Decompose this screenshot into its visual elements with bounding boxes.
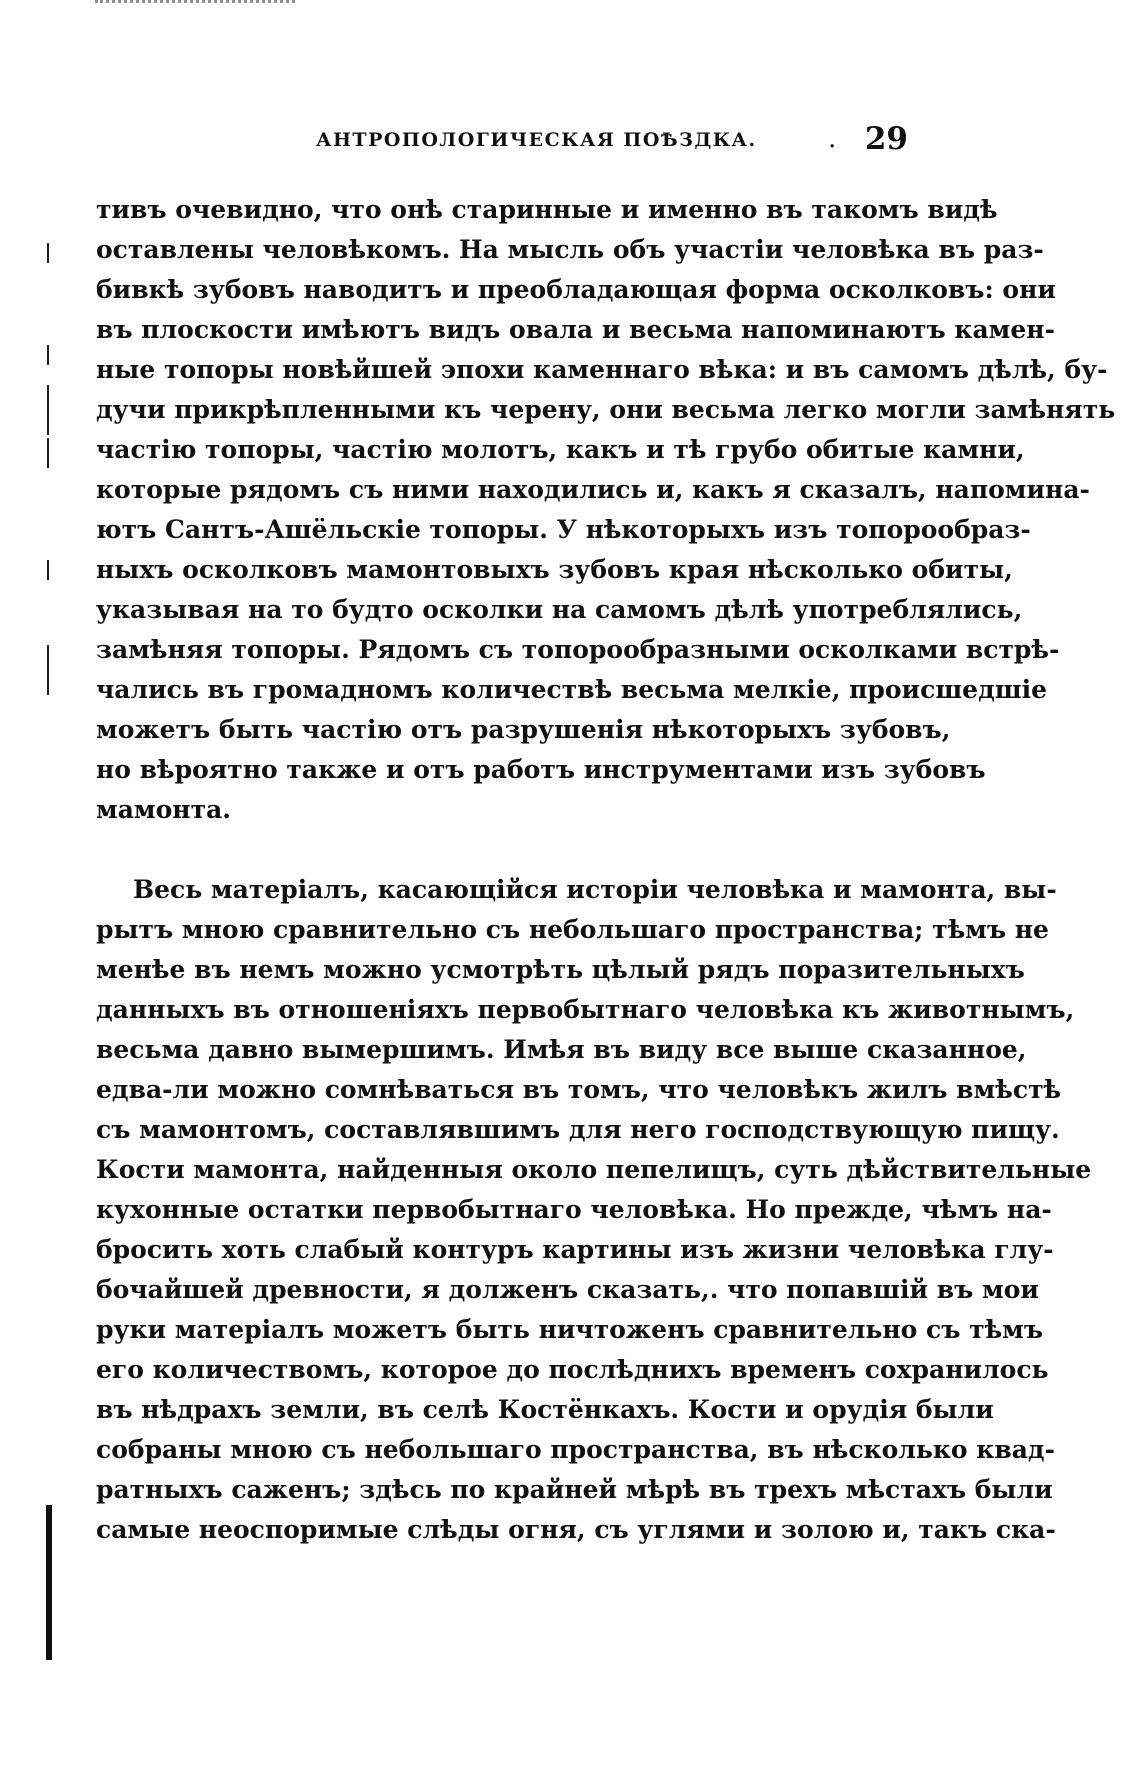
margin-mark xyxy=(47,438,49,468)
text-line: дучи прикрѣпленными къ черену, они весьма легко могли замѣнять xyxy=(96,395,1116,424)
text-line: кухонные остатки первобытнаго человѣка. Но прежде, чѣмъ на- xyxy=(96,1195,1052,1224)
text-line: ютъ Сантъ-Ашёльскіе топоры. У нѣкоторыхъ изъ топорообраз- xyxy=(96,515,1031,544)
text-line: собраны мною съ небольшаго пространства, въ нѣсколько квад- xyxy=(96,1435,1055,1464)
text-line: указывая на то будто осколки на самомъ дѣлѣ употреблялись, xyxy=(96,595,1023,624)
text-line: ныхъ осколковъ мамонтовыхъ зубовъ края нѣсколько обиты, xyxy=(96,555,1013,584)
margin-mark xyxy=(47,645,49,695)
scan-artifact xyxy=(95,0,295,13)
text-line: рытъ мною сравнительно съ небольшаго пространства; тѣмъ не xyxy=(96,915,1049,944)
page-number: 29 xyxy=(864,121,908,157)
text-line: данныхъ въ отношеніяхъ первобытнаго человѣка къ животнымъ, xyxy=(96,995,1075,1024)
text-line: которые рядомъ съ ними находились и, какъ я сказалъ, напомина- xyxy=(96,475,1090,504)
text-line: оставлены человѣкомъ. На мысль объ участіи человѣка въ раз- xyxy=(96,235,1044,264)
margin-mark xyxy=(47,385,49,435)
text-line: съ мамонтомъ, составлявшимъ для него господствующую пищу. xyxy=(96,1115,1060,1144)
text-line: въ плоскости имѣютъ видъ овала и весьма напоминаютъ камен- xyxy=(96,315,1055,344)
paragraph-2 xyxy=(96,870,1092,1550)
text-line: весьма давно вымершимъ. Имѣя въ виду все выше сказанное, xyxy=(96,1035,1027,1064)
header-separator: . xyxy=(828,124,837,154)
margin-mark xyxy=(47,345,49,365)
text-line: Весь матеріалъ, касающійся исторіи человѣка и мамонта, вы- xyxy=(133,875,1057,904)
text-line: мамонта. xyxy=(96,795,231,824)
margin-rule xyxy=(46,1505,52,1660)
text-line: едва-ли можно сомнѣваться въ томъ, что человѣкъ жилъ вмѣстѣ xyxy=(96,1075,1062,1104)
margin-mark xyxy=(47,243,49,263)
text-line: Кости мамонта, найденныя около пепелищъ, суть дѣйствительные xyxy=(96,1155,1092,1184)
text-line: самые неоспоримые слѣды огня, съ углями и золою и, такъ ска- xyxy=(96,1515,1056,1544)
text-line: менѣе въ немъ можно усмотрѣть цѣлый рядъ поразительныхъ xyxy=(96,955,1025,984)
text-line: бросить хоть слабый контуръ картины изъ жизни человѣка глу- xyxy=(96,1235,1054,1264)
text-line: бочайшей древности, я долженъ сказать,. что попавшій въ мои xyxy=(96,1275,1039,1304)
text-line: тивъ очевидно, что онѣ старинные и именно въ такомъ видѣ xyxy=(96,195,998,224)
text-line: чались въ громадномъ количествѣ весьма мелкіе, происшедшіе xyxy=(96,675,1048,704)
text-line: можетъ быть частію отъ разрушенія нѣкоторыхъ зубовъ, xyxy=(96,715,951,744)
text-line: ные топоры новѣйшей эпохи каменнаго вѣка: и въ самомъ дѣлѣ, бу- xyxy=(96,355,1108,384)
text-line: его количествомъ, которое до послѣднихъ временъ сохранилось xyxy=(96,1355,1049,1384)
paragraph-1 xyxy=(96,190,1116,830)
text-line: бивкѣ зубовъ наводитъ и преобладающая форма осколковъ: они xyxy=(96,275,1056,304)
text-line: но вѣроятно также и отъ работъ инструментами изъ зубовъ xyxy=(96,755,986,784)
margin-mark xyxy=(47,560,49,580)
text-line: ратныхъ саженъ; здѣсь по крайней мѣрѣ въ трехъ мѣстахъ были xyxy=(96,1475,1053,1504)
text-line: замѣняя топоры. Рядомъ съ топорообразными осколками встрѣ- xyxy=(96,635,1060,664)
running-header xyxy=(96,121,908,157)
text-line: руки матеріалъ можетъ быть ничтоженъ сравнительно съ тѣмъ xyxy=(96,1315,1044,1344)
text-line: въ нѣдрахъ земли, въ селѣ Костёнкахъ. Кости и орудія были xyxy=(96,1395,994,1424)
text-line: частію топоры, частію молотъ, какъ и тѣ грубо обитые камни, xyxy=(96,435,1025,464)
running-title: АНТРОПОЛОГИЧЕСКАЯ ПОѢЗДКА. xyxy=(316,129,757,151)
